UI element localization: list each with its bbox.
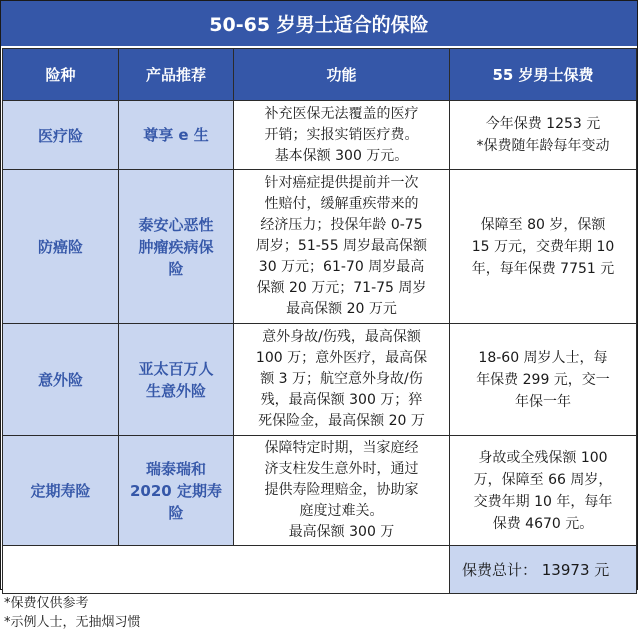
- total-row: [3, 546, 637, 594]
- row-product: 瑞泰瑞和 2020 定期寿 险: [119, 436, 234, 546]
- table-row: [3, 170, 637, 324]
- row-type: 意外险: [3, 324, 119, 436]
- row-function: 意外身故/伤残，最高保额 100 万；意外医疗，最高保 额 3 万；航空意外身故/伤 残，最高保额 300 万；猝 死保险金，最高保额 20 万: [234, 324, 450, 436]
- row-premium: 保障至 80 岁，保额 15 万元，交费年期 10 年，每年保费 7751 元: [450, 170, 637, 324]
- header-type: 险种: [3, 49, 119, 101]
- row-product: 泰安心恶性 肿瘤疾病保 险: [119, 170, 234, 324]
- row-premium: 身故或全残保额 100 万，保障至 66 周岁， 交费年期 10 年，每年 保费 4670 元。: [450, 436, 637, 546]
- footnote: *保费仅供参考: [4, 596, 89, 611]
- table-row: [3, 101, 637, 170]
- table-row: [3, 436, 637, 546]
- header-function: 功能: [234, 49, 450, 101]
- premium-total: 保费总计： 13973 元: [450, 546, 637, 594]
- row-function: 保障特定时期，当家庭经 济支柱发生意外时，通过 提供寿险理赔金，协助家 庭度过难关。 最高保额 300 万: [234, 436, 450, 546]
- header-product: 产品推荐: [119, 49, 234, 101]
- header-row: [3, 49, 637, 101]
- row-product: 尊享 e 生: [119, 101, 234, 170]
- row-type: 定期寿险: [3, 436, 119, 546]
- row-product: 亚太百万人 生意外险: [119, 324, 234, 436]
- row-type: 防癌险: [3, 170, 119, 324]
- header-premium: 55 岁男士保费: [450, 49, 637, 101]
- row-function: 针对癌症提供提前并一次 性赔付，缓解重疾带来的 经济压力；投保年龄 0-75 周岁；51-55 周岁最高保额 30 万元；61-70 周岁最高 保额 20 万元；71-75 周岁 最高保额 20 万元: [234, 170, 450, 324]
- footnotes: [4, 594, 141, 632]
- page-title: 50-65 岁男士适合的保险: [1, 1, 637, 46]
- insurance-table: [2, 48, 637, 594]
- row-premium: 18-60 周岁人士，每 年保费 299 元，交一 年保一年: [450, 324, 637, 436]
- row-premium: 今年保费 1253 元 *保费随年龄每年变动: [450, 101, 637, 170]
- table-row: [3, 324, 637, 436]
- row-function: 补充医保无法覆盖的医疗 开销；实报实销医疗费。 基本保额 300 万元。: [234, 101, 450, 170]
- total-row-spacer: [3, 546, 450, 594]
- footnote: *示例人士，无抽烟习惯: [4, 615, 141, 630]
- row-type: 医疗险: [3, 101, 119, 170]
